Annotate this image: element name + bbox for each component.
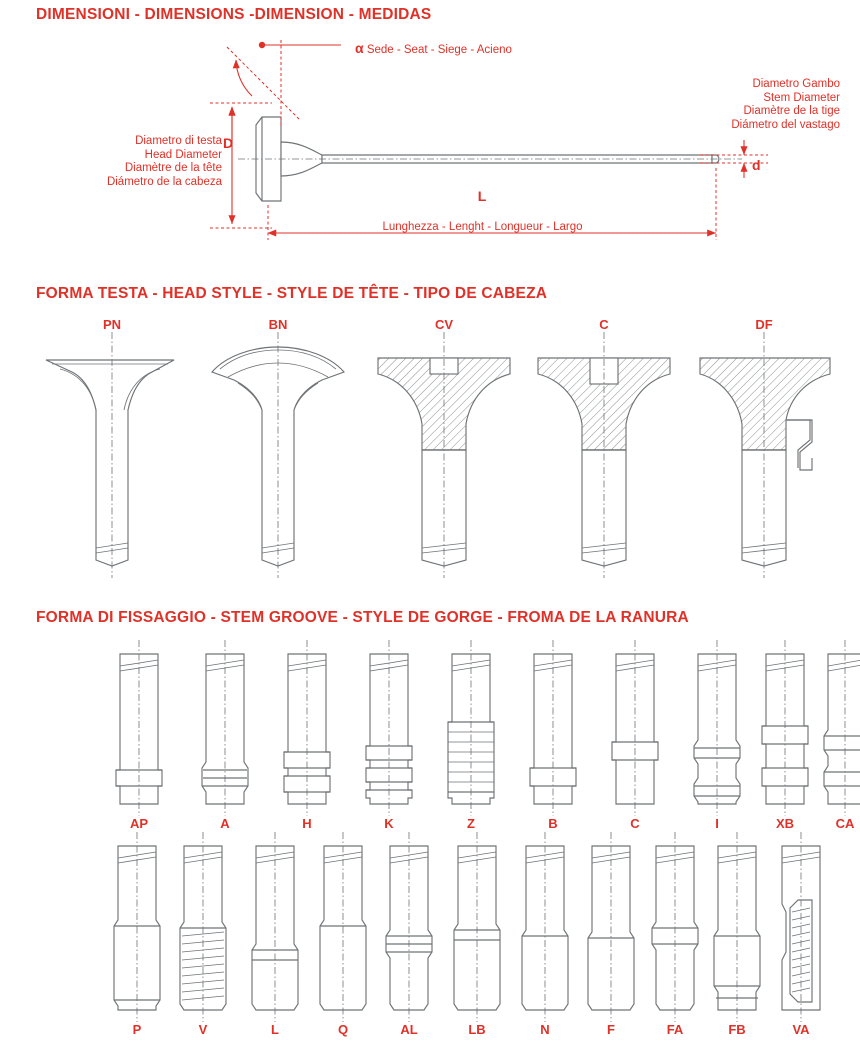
section-title-stem-groove: FORMA DI FISSAGGIO - STEM GROOVE - STYLE DE GORGE - FROMA DE LA RANURA <box>36 609 689 626</box>
stem-groove-F <box>588 832 634 1022</box>
stem-groove-code-LB: LB <box>468 1022 486 1037</box>
stem-groove-A <box>202 640 248 816</box>
stem-groove-code-L: L <box>271 1022 279 1037</box>
stem-groove-Z <box>448 640 494 816</box>
stem-groove-FB <box>714 832 760 1022</box>
stem-groove-code-K: K <box>384 816 394 831</box>
label-seat-symbol: α <box>355 40 364 56</box>
label-head-diameter: Diametro di testa Head Diameter Diamètre de la tête Diámetro de la cabeza <box>106 135 222 188</box>
stem-groove-code-P: P <box>132 1022 142 1037</box>
stem-groove-FA <box>652 832 698 1022</box>
head-style-code-CV: CV <box>434 317 454 332</box>
label-stem-diameter-symbol: d <box>752 157 761 173</box>
head-style-C <box>538 332 670 578</box>
stem-groove-B <box>530 640 576 816</box>
stem-groove-VA <box>782 832 820 1022</box>
stem-groove-P <box>114 832 160 1022</box>
stem-groove-AL <box>386 832 432 1022</box>
stem-groove-code-A: A <box>220 816 230 831</box>
label-length-symbol: L <box>477 188 487 204</box>
section-title-head-style: FORMA TESTA - HEAD STYLE - STYLE DE TÊTE - TIPO DE CABEZA <box>36 285 548 302</box>
stem-groove-code-I: I <box>715 816 719 831</box>
stem-groove-code-CA: CA <box>835 816 855 831</box>
stem-groove-I <box>694 640 740 816</box>
head-style-code-PN: PN <box>102 317 122 332</box>
section-title-dimensions: DIMENSIONI - DIMENSIONS -DIMENSION - MEDIDAS <box>36 6 432 23</box>
head-style-code-C: C <box>599 317 609 332</box>
valve-dimension-drawing <box>210 40 768 240</box>
stem-groove-code-C: C <box>630 816 640 831</box>
head-style-code-BN: BN <box>268 317 288 332</box>
stem-groove-code-FB: FB <box>728 1022 746 1037</box>
label-head-diameter-symbol: D <box>223 135 234 151</box>
stem-groove-H <box>284 640 330 816</box>
stem-groove-LB <box>454 832 500 1022</box>
stem-groove-code-B: B <box>548 816 558 831</box>
stem-groove-K <box>366 640 412 816</box>
stem-groove-C <box>612 640 658 816</box>
head-style-code-DF: DF <box>755 317 773 332</box>
head-style-BN <box>212 332 344 578</box>
label-length: Lunghezza - Lenght - Longueur - Largo <box>382 221 583 233</box>
stem-groove-code-H: H <box>302 816 312 831</box>
stem-groove-code-XB: XB <box>775 816 795 831</box>
stem-groove-Q <box>320 832 366 1022</box>
stem-groove-code-FA: FA <box>666 1022 684 1037</box>
stem-groove-AP <box>116 640 162 816</box>
stem-groove-CA-figure <box>826 654 860 804</box>
label-seat <box>355 42 512 58</box>
stem-groove-code-AP: AP <box>129 816 149 831</box>
head-style-DF <box>700 332 830 578</box>
head-style-PN <box>46 332 174 578</box>
stem-groove-code-VA: VA <box>792 1022 810 1037</box>
stem-groove-XB <box>762 640 808 816</box>
stem-groove-code-V: V <box>198 1022 208 1037</box>
stem-groove-code-F: F <box>607 1022 615 1037</box>
head-style-CV <box>378 332 510 578</box>
label-seat-text: Sede - Seat - Siege - Acieno <box>366 44 512 56</box>
stem-groove-V <box>180 832 226 1022</box>
stem-groove-code-Z: Z <box>467 816 475 831</box>
stem-groove-L <box>252 832 298 1022</box>
stem-groove-N <box>522 832 568 1022</box>
stem-groove-code-AL: AL <box>400 1022 418 1037</box>
stem-groove-code-N: N <box>540 1022 550 1037</box>
stem-groove-code-Q: Q <box>337 1022 349 1037</box>
label-stem-diameter: Diametro Gambo Stem Diameter Diamètre de la tige Diámetro del vastago <box>731 78 840 131</box>
